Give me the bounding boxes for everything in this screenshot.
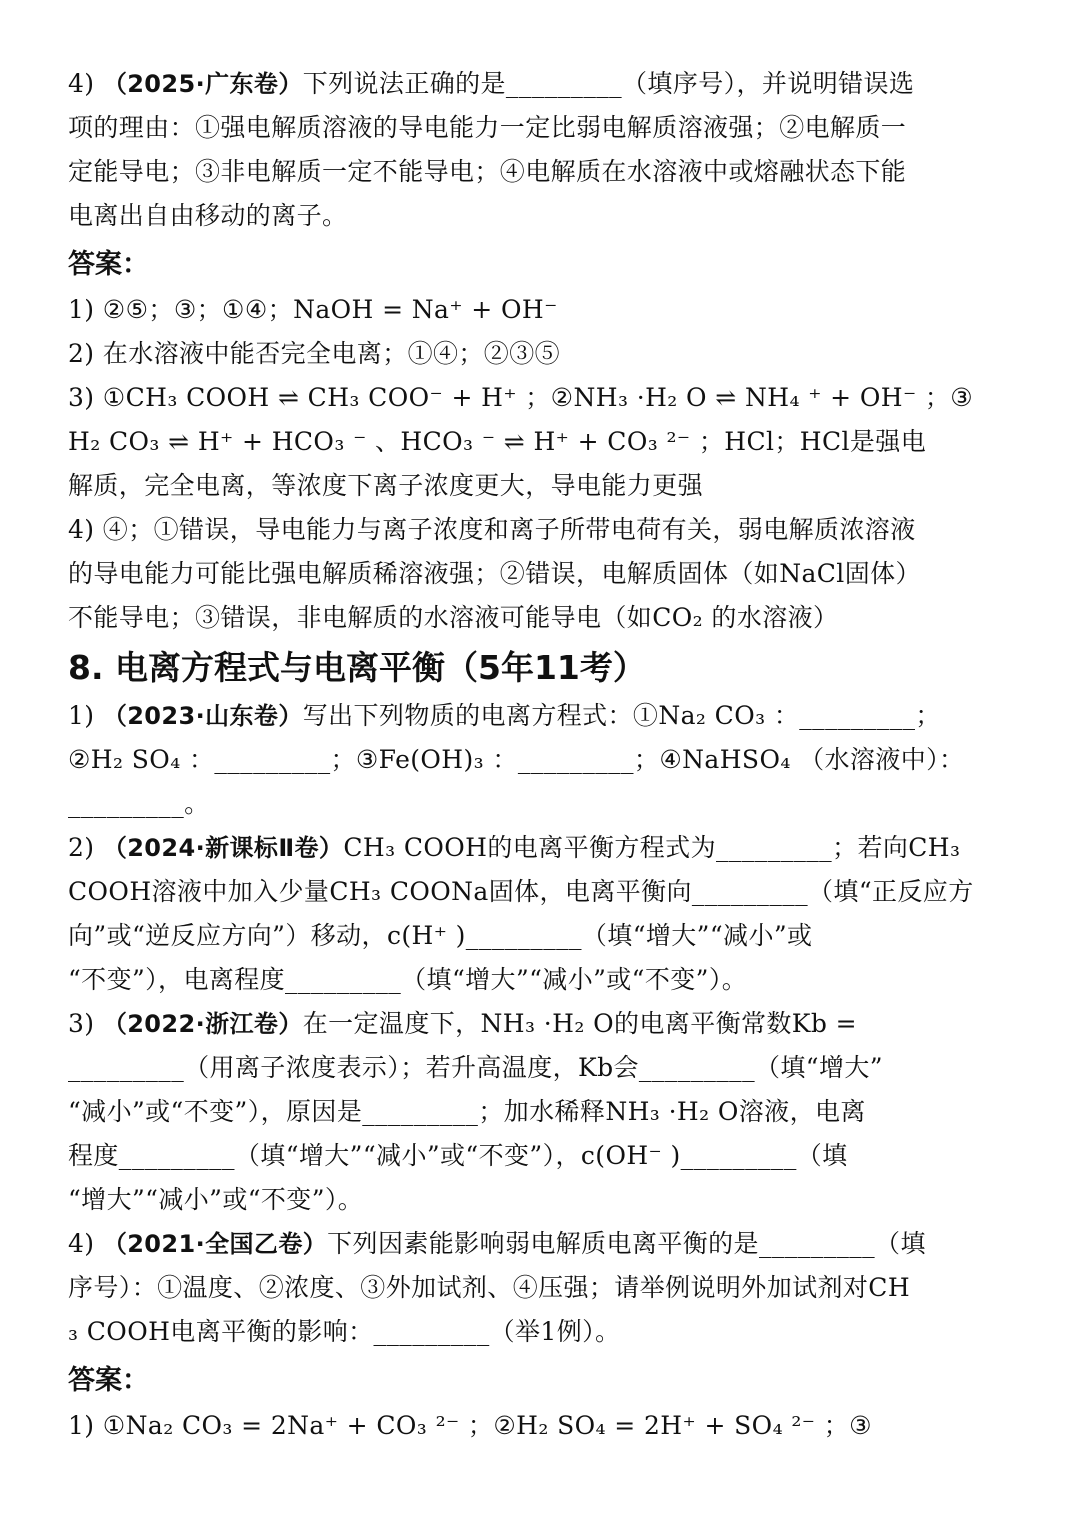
answers-block-1 (68, 242, 1014, 640)
text-line (68, 62, 1014, 106)
source-tag: （2023·山东卷） (102, 702, 303, 730)
text-line (68, 1222, 1014, 1266)
question-8-3 (68, 1002, 1014, 1222)
question-text: 下列因素能影响弱电解质电离平衡的是_________（填 (327, 1229, 926, 1258)
answers-block-2 (68, 1358, 1014, 1448)
source-tag: （2024·新课标Ⅱ卷） (102, 834, 344, 862)
text-line: ₃ COOH电离平衡的影响：_________（举1例）。 (68, 1317, 621, 1346)
answer-heading: 答案： (68, 249, 149, 280)
text-line: _________。 (68, 789, 210, 818)
section-title: 8. 电离方程式与电离平衡（5年11考） (68, 648, 646, 687)
question-7-4 (68, 62, 1014, 238)
question-text: 在一定温度下，NH₃ ·H₂ O的电离平衡常数Kb = (302, 1009, 857, 1038)
text-line: ②H₂ SO₄ ：_________；③Fe(OH)₃ ：_________；④NaHSO₄ （水溶液中）： (68, 745, 965, 774)
answer-line: 3) ①CH₃ COOH ⇌ CH₃ COO⁻ + H⁺ ；②NH₃ ·H₂ O ⇌ NH₄ ⁺ + OH⁻ ；③ (68, 383, 974, 412)
text-line: 电离出自由移动的离子。 (68, 201, 348, 230)
answer-line: 的导电能力可能比强电解质稀溶液强；②错误，电解质固体（如NaCl固体） (68, 559, 921, 588)
question-8-1 (68, 694, 1014, 826)
text-line: 向”或“逆反应方向”）移动，c(H⁺ )_________（填“增大”“减小”或 (68, 921, 813, 950)
text-line: “不变”），电离程度_________（填“增大”“减小”或“不变”）。 (68, 965, 748, 994)
source-tag: （2021·全国乙卷） (102, 1230, 328, 1258)
answer-line: 解质，完全电离，等浓度下离子浓度更大，导电能力更强 (68, 471, 704, 500)
answer-line: 2) 在水溶液中能否完全电离；①④；②③⑤ (68, 339, 561, 368)
answer-line: 不能导电；③错误，非电解质的水溶液可能导电（如CO₂ 的水溶液） (68, 603, 839, 632)
item-number: 4) (68, 1229, 103, 1258)
text-line (68, 694, 1014, 738)
text-line: “增大”“减小”或“不变”）。 (68, 1185, 364, 1214)
answer-line: H₂ CO₃ ⇌ H⁺ + HCO₃ ⁻ 、HCO₃ ⁻ ⇌ H⁺ + CO₃ ²⁻ ；HCl；HCl是强电 (68, 427, 927, 456)
item-number: 2) (68, 833, 103, 862)
question-8-2 (68, 826, 1014, 1002)
answer-line: 1) ①Na₂ CO₃ = 2Na⁺ + CO₃ ²⁻ ；②H₂ SO₄ = 2H⁺ + SO₄ ²⁻ ；③ (68, 1411, 872, 1440)
text-line (68, 1002, 1014, 1046)
text-line: _________（用离子浓度表示）；若升高温度，Kb会_________（填“增大” (68, 1053, 883, 1082)
question-text: 写出下列物质的电离方程式：①Na₂ CO₃ ：_________； (302, 701, 941, 730)
answer-line: 4) ④；①错误，导电能力与离子浓度和离子所带电荷有关，弱电解质浓溶液 (68, 515, 916, 544)
text-line: COOH溶液中加入少量CH₃ COONa固体，电离平衡向_________（填“正反应方 (68, 877, 974, 906)
question-text: 下列说法正确的是_________（填序号），并说明错误选 (302, 69, 915, 98)
text-line: “减小”或“不变”），原因是_________；加水稀释NH₃ ·H₂ O溶液，电离 (68, 1097, 866, 1126)
answer-line: 1) ②⑤；③；①④；NaOH = Na⁺ + OH⁻ (68, 295, 558, 324)
question-8-4 (68, 1222, 1014, 1354)
answer-heading: 答案： (68, 1365, 149, 1396)
item-number: 1) (68, 701, 103, 730)
text-line (68, 826, 1014, 870)
text-line: 序号）：①温度、②浓度、③外加试剂、④压强；请举例说明外加试剂对CH (68, 1273, 911, 1302)
source-tag: （2022·浙江卷） (102, 1010, 303, 1038)
item-number: 4) (68, 69, 103, 98)
item-number: 3) (68, 1009, 103, 1038)
text-line: 程度_________（填“增大”“减小”或“不变”），c(OH⁻ )_________（填 (68, 1141, 848, 1170)
source-tag: （2025·广东卷） (102, 70, 303, 98)
text-line: 项的理由：①强电解质溶液的导电能力一定比弱电解质溶液强；②电解质一 (68, 113, 907, 142)
text-line: 定能导电；③非电解质一定不能导电；④电解质在水溶液中或熔融状态下能 (68, 157, 907, 186)
question-text: CH₃ COOH的电离平衡方程式为_________；若向CH₃ (343, 833, 961, 862)
